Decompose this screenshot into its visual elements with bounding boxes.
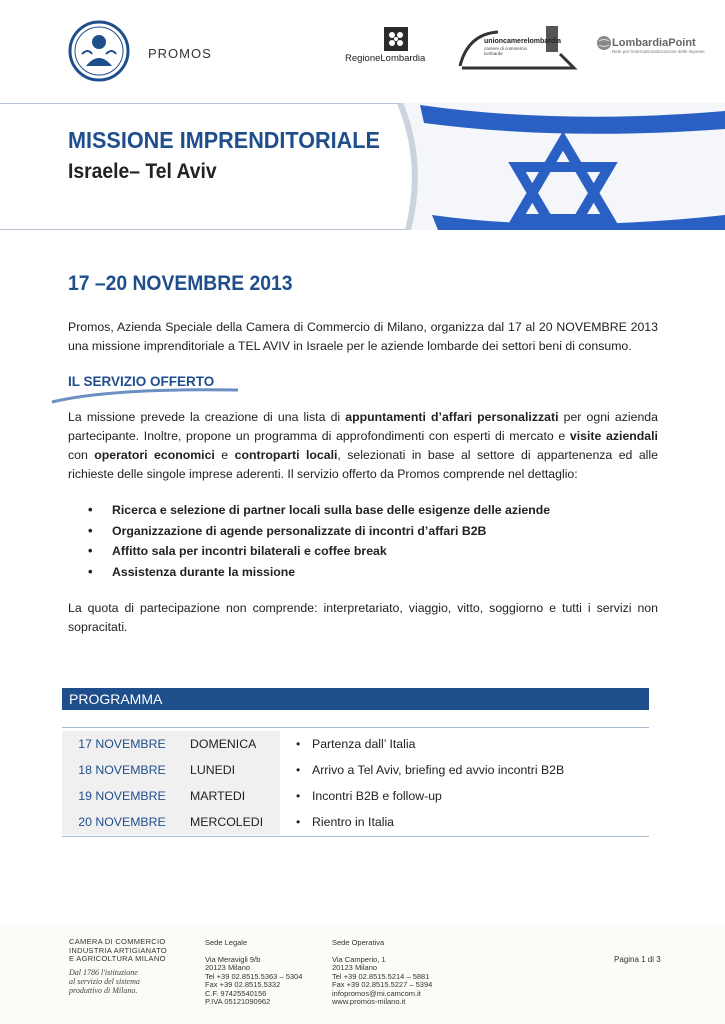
row-description: • Partenza dall’ Italia — [296, 737, 416, 751]
document-subtitle: Israele– Tel Aviv — [68, 160, 217, 183]
footer-sede-operativa-heading: Sede Operativa — [332, 938, 385, 947]
bullet-icon: • — [296, 737, 301, 751]
service-bold-2: visite aziendali — [569, 429, 658, 443]
row-date: 19 NOVEMBRE — [62, 783, 182, 809]
intro-paragraph: Promos, Azienda Speciale della Camera di Commercio di Milano, organizza dal 17 al 20 NOVEMBRE 2013 una missione imprenditoriale a TEL AVIV in Israele per le aziende lombarde dei settori beni di consumo. — [68, 320, 658, 353]
list-item: • Organizzazione di agende personalizzate di incontri d’affari B2B — [88, 521, 550, 542]
promos-logo — [68, 20, 130, 82]
row-day: LUNEDI — [182, 757, 280, 783]
footer-organization: CAMERA DI COMMERCIO INDUSTRIA ARTIGIANATO E AGRICOLTURA MILANO — [69, 937, 167, 963]
service-bullet-list — [88, 500, 550, 582]
programma-heading: PROGRAMMA — [69, 691, 163, 707]
row-date: 17 NOVEMBRE — [62, 731, 182, 757]
table-row — [62, 809, 649, 835]
list-item: • Affitto sala per incontri bilaterali e coffee break — [88, 541, 550, 562]
unioncamere-sublabel: camere di commercio lombarde — [484, 46, 528, 56]
service-paragraph: La missione prevede la creazione di una lista di appuntamenti d’affari personalizzati per ogni azienda partecipante. Inoltre, propone un programma di approfondimenti con esperti di mercato e visite aziendali con operatori economici e controparti locali, selezionati in base al settore di appartenenza ed alle richieste delle singole imprese aderenti. Il servizio offerto da Promos comprende nel dettaglio: — [68, 410, 658, 481]
bullet-icon: • — [296, 815, 301, 829]
row-date: 18 NOVEMBRE — [62, 757, 182, 783]
divider — [62, 727, 649, 728]
row-description: • Arrivo a Tel Aviv, briefing ed avvio incontri B2B — [296, 763, 565, 777]
service-bold-1: appuntamenti d’affari personalizzati — [345, 410, 559, 424]
table-row — [62, 783, 649, 809]
row-day: MERCOLEDI — [182, 809, 280, 835]
row-day: MARTEDI — [182, 783, 280, 809]
footer-motto: Dal 1786 l'istituzione al servizio del sistema produttivo di Milano. — [69, 968, 140, 995]
regione-lombardia-logo — [384, 27, 408, 51]
row-day: DOMENICA — [182, 731, 280, 757]
footer-website-link[interactable]: www.promos-milano.it — [332, 997, 406, 1007]
lombardiapoint-sublabel: Rete per l'internazionalizzazione delle imprese — [612, 49, 705, 54]
divider — [62, 836, 649, 837]
row-description: • Rientro in Italia — [296, 815, 395, 829]
table-row — [62, 731, 649, 757]
footer-email-link[interactable]: infopromos@mi.camcom.it — [332, 988, 421, 998]
service-heading: IL SERVIZIO OFFERTO — [68, 374, 215, 389]
row-description: • Incontri B2B e follow-up — [296, 789, 442, 803]
regione-lombardia-label: RegioneLombardia — [345, 53, 426, 64]
list-item: • Assistenza durante la missione — [88, 562, 550, 583]
table-row — [62, 757, 649, 783]
document-title: MISSIONE IMPRENDITORIALE — [68, 127, 380, 153]
lombardiapoint-label: LombardiaPoint — [612, 37, 696, 49]
event-dates-heading: 17 –20 NOVEMBRE 2013 — [68, 272, 293, 295]
unioncamere-label: unioncamerelombardia — [484, 38, 562, 45]
service-bold-3: operatori economici — [94, 448, 215, 462]
quota-paragraph: La quota di partecipazione non comprende: interpretariato, viaggio, vitto, soggiorno e tutti i servizi non sopracitati. — [68, 601, 658, 634]
list-item: • Ricerca e selezione di partner locali sulla base delle esigenze delle aziende — [88, 500, 550, 521]
footer-sede-legale-heading: Sede Legale — [205, 938, 248, 947]
row-date: 20 NOVEMBRE — [62, 809, 182, 835]
globe-icon — [596, 35, 612, 51]
footer-sede-legale: Via Meravigli 9/b 20123 Milano Tel +39 02.8515.5363 – 5304 Fax +39 02.8515.5332 C.F. 97425540156 P.IVA 05121090962 — [205, 955, 303, 1007]
service-bold-4: controparti locali — [234, 448, 338, 462]
page-number: Pagina 1 di 3 — [614, 955, 661, 964]
programma-table — [62, 731, 649, 835]
footer-sede-operativa: Via Camperio, 1 20123 Milano Tel +39 02.8515.5214 – 5881 Fax +39 02.8515.5227 – 5394 infopromos@mi.camcom.it www.promos-milano.it — [332, 955, 433, 1007]
bullet-icon: • — [296, 763, 301, 777]
bullet-icon: • — [296, 789, 301, 803]
promos-label: PROMOS — [148, 46, 212, 61]
